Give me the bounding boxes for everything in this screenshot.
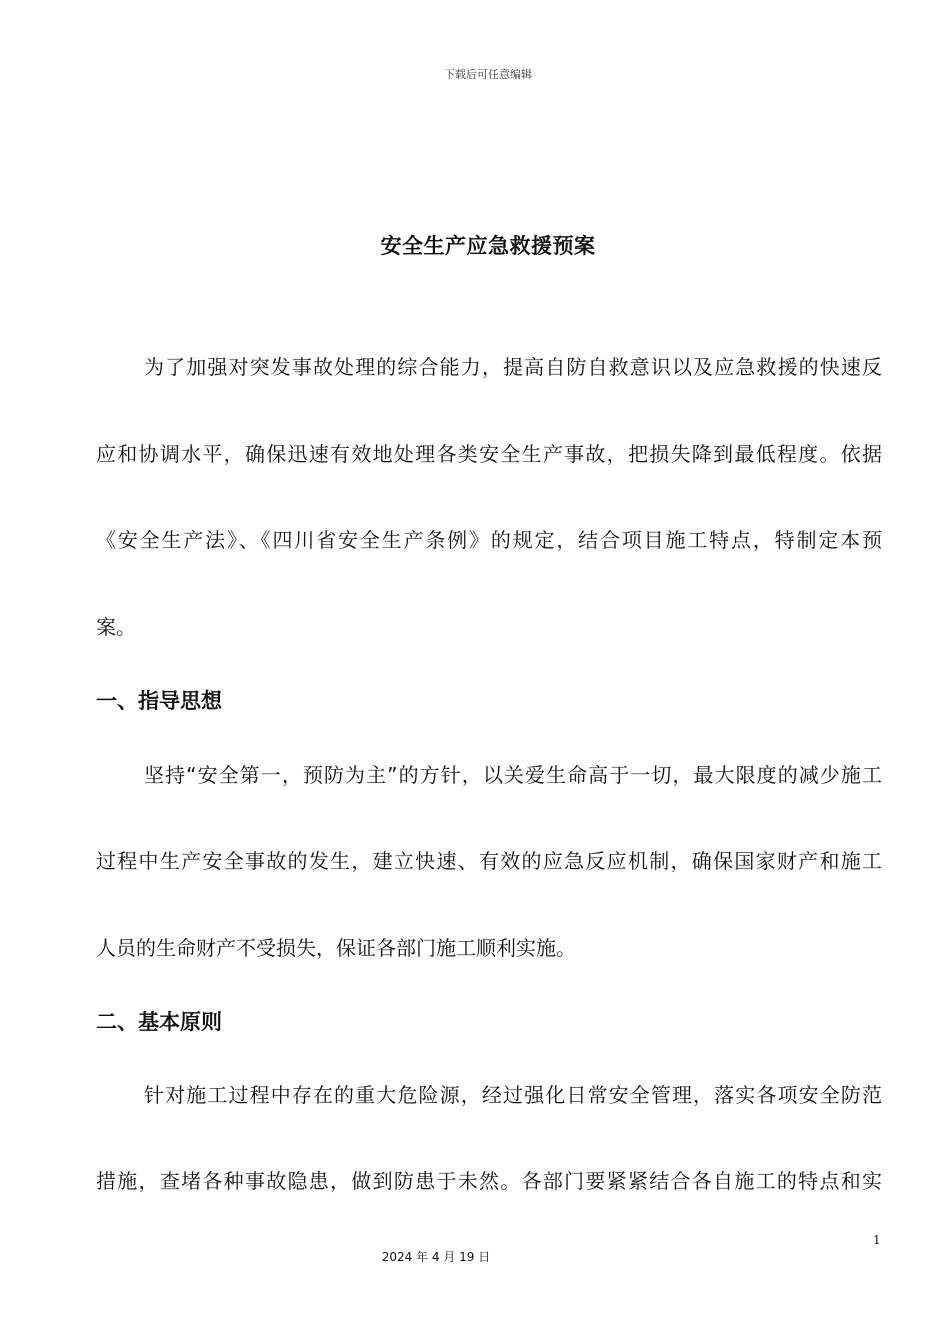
page-number: 1 (873, 1233, 881, 1247)
intro-line-2: 应和协调水平，确保迅速有效地处理各类安全生产事故，把损失降到最低程度。依据 (96, 442, 882, 466)
guiding-line-3: 人员的生命财产不受损失，保证各部门施工顺利实施。 (96, 936, 576, 960)
section-heading-basic-principles: 二、基本原则 (96, 1010, 222, 1034)
document-title: 安全生产应急救援预案 (380, 234, 596, 258)
section-heading-guiding-ideology: 一、指导思想 (96, 689, 222, 713)
intro-line-4: 案。 (96, 615, 136, 639)
header-note: 下载后可任意编辑 (444, 68, 532, 81)
guiding-line-2: 过程中生产安全事故的发生，建立快速、有效的应急反应机制，确保国家财产和施工 (96, 849, 882, 873)
principles-line-1: 针对施工过程中存在的重大危险源，经过强化日常安全管理，落实各项安全防范 (144, 1083, 882, 1107)
guiding-line-1: 坚持“安全第一，预防为主”的方针，以关爱生命高于一切，最大限度的减少施工 (144, 763, 882, 787)
intro-line-1: 为了加强对突发事故处理的综合能力，提高自防自救意识以及应急救援的快速反 (144, 355, 882, 379)
principles-line-2: 措施，查堵各种事故隐患，做到防患于未然。各部门要紧紧结合各自施工的特点和实 (96, 1169, 882, 1193)
footer-date: 2024 年 4 月 19 日 (381, 1250, 491, 1264)
intro-line-3: 《安全生产法》、《四川省安全生产条例》的规定，结合项目施工特点，特制定本预 (96, 528, 882, 552)
